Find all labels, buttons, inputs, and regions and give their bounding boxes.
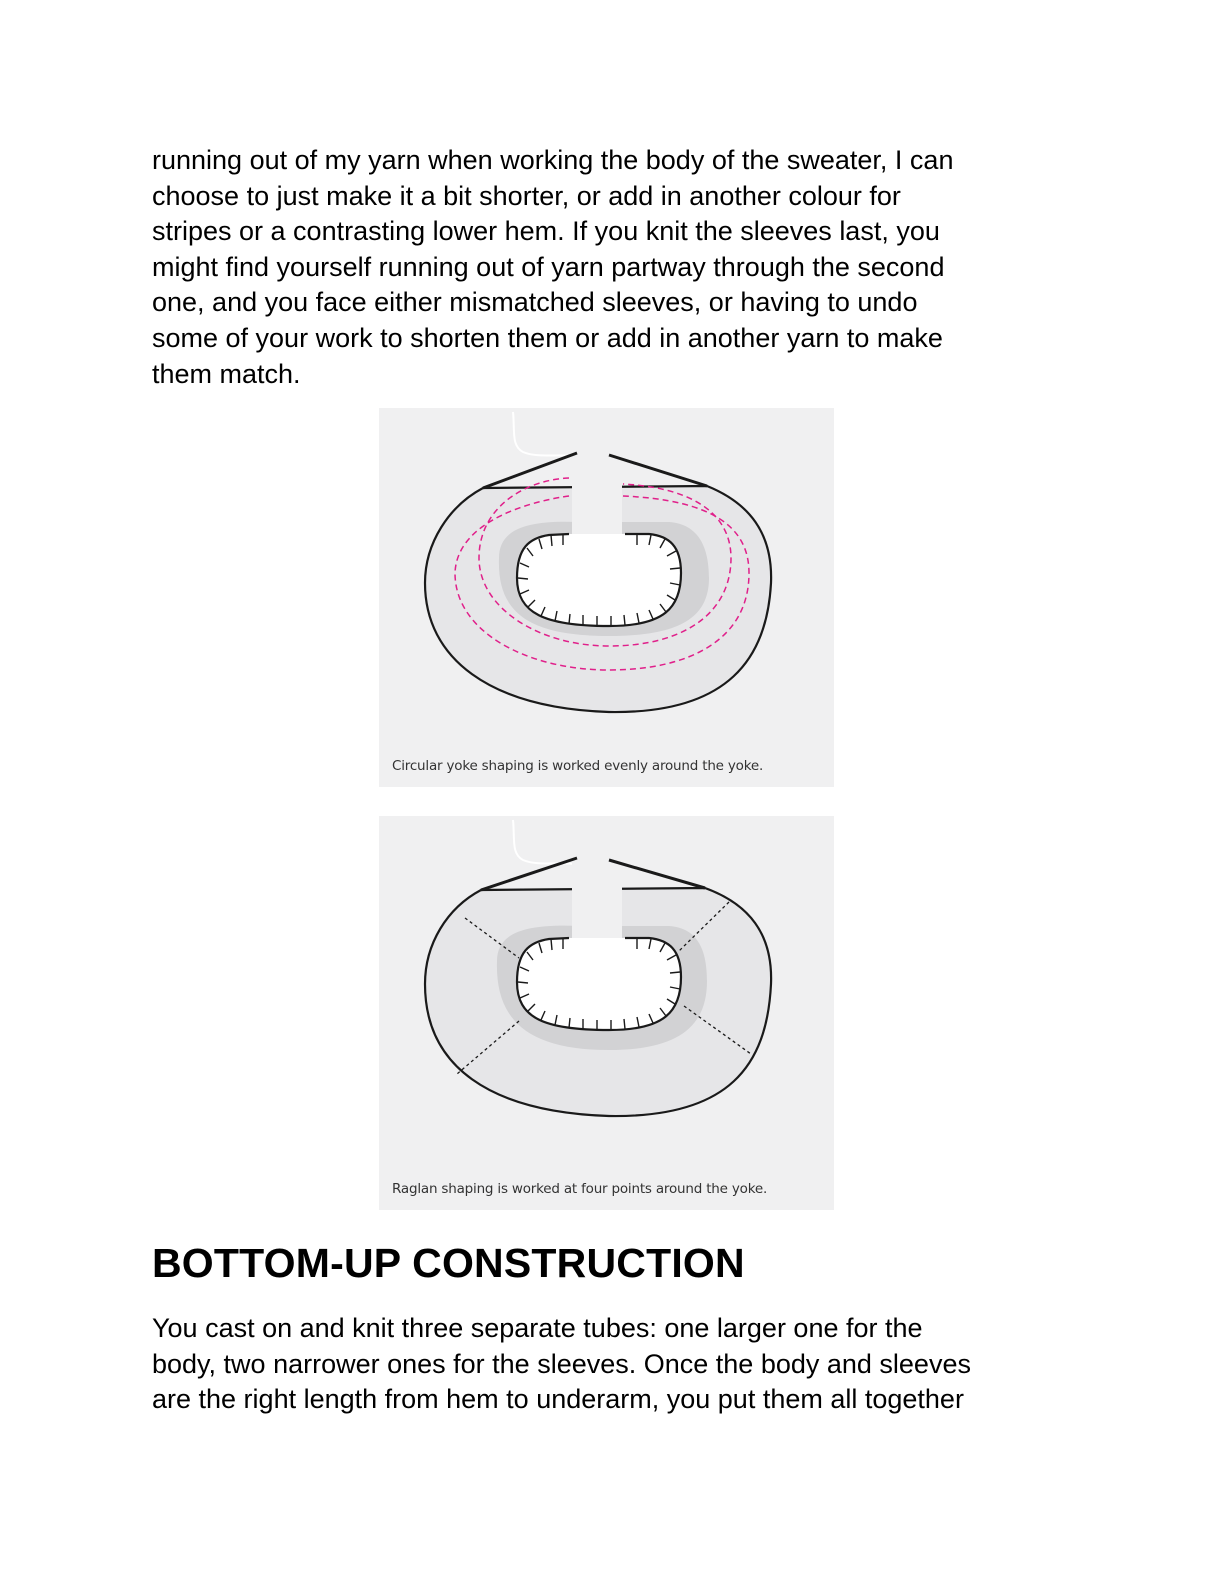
section-heading: BOTTOM-UP CONSTRUCTION	[152, 1240, 745, 1286]
text-line: one, and you face either mismatched sleeves, or having to undo	[152, 287, 918, 318]
text-line: are the right length from hem to underarm, you put them all together	[152, 1384, 964, 1415]
raglan-yoke-illustration	[379, 816, 834, 1210]
figure-caption: Raglan shaping is worked at four points around the yoke.	[392, 1181, 768, 1197]
text-line: stripes or a contrasting lower hem. If you knit the sleeves last, you	[152, 216, 940, 247]
text-line: running out of my yarn when working the body of the sweater, I can	[152, 145, 954, 175]
text-line: body, two narrower ones for the sleeves. Once the body and sleeves	[152, 1348, 971, 1379]
text-line: some of your work to shorten them or add in another yarn to make	[152, 322, 943, 353]
circular-yoke-figure	[379, 408, 834, 787]
circular-yoke-illustration	[379, 408, 834, 787]
raglan-yoke-figure	[379, 816, 834, 1210]
body-paragraph-bottom	[152, 1311, 1072, 1418]
figure-caption: Circular yoke shaping is worked evenly around the yoke.	[392, 758, 764, 774]
text-line: them match.	[152, 358, 301, 389]
body-paragraph-top	[152, 143, 1072, 392]
text-line: You cast on and knit three separate tubes: one larger one for the	[152, 1313, 923, 1343]
text-line: choose to just make it a bit shorter, or add in another colour for	[152, 180, 901, 211]
text-line: might find yourself running out of yarn partway through the second	[152, 251, 945, 282]
